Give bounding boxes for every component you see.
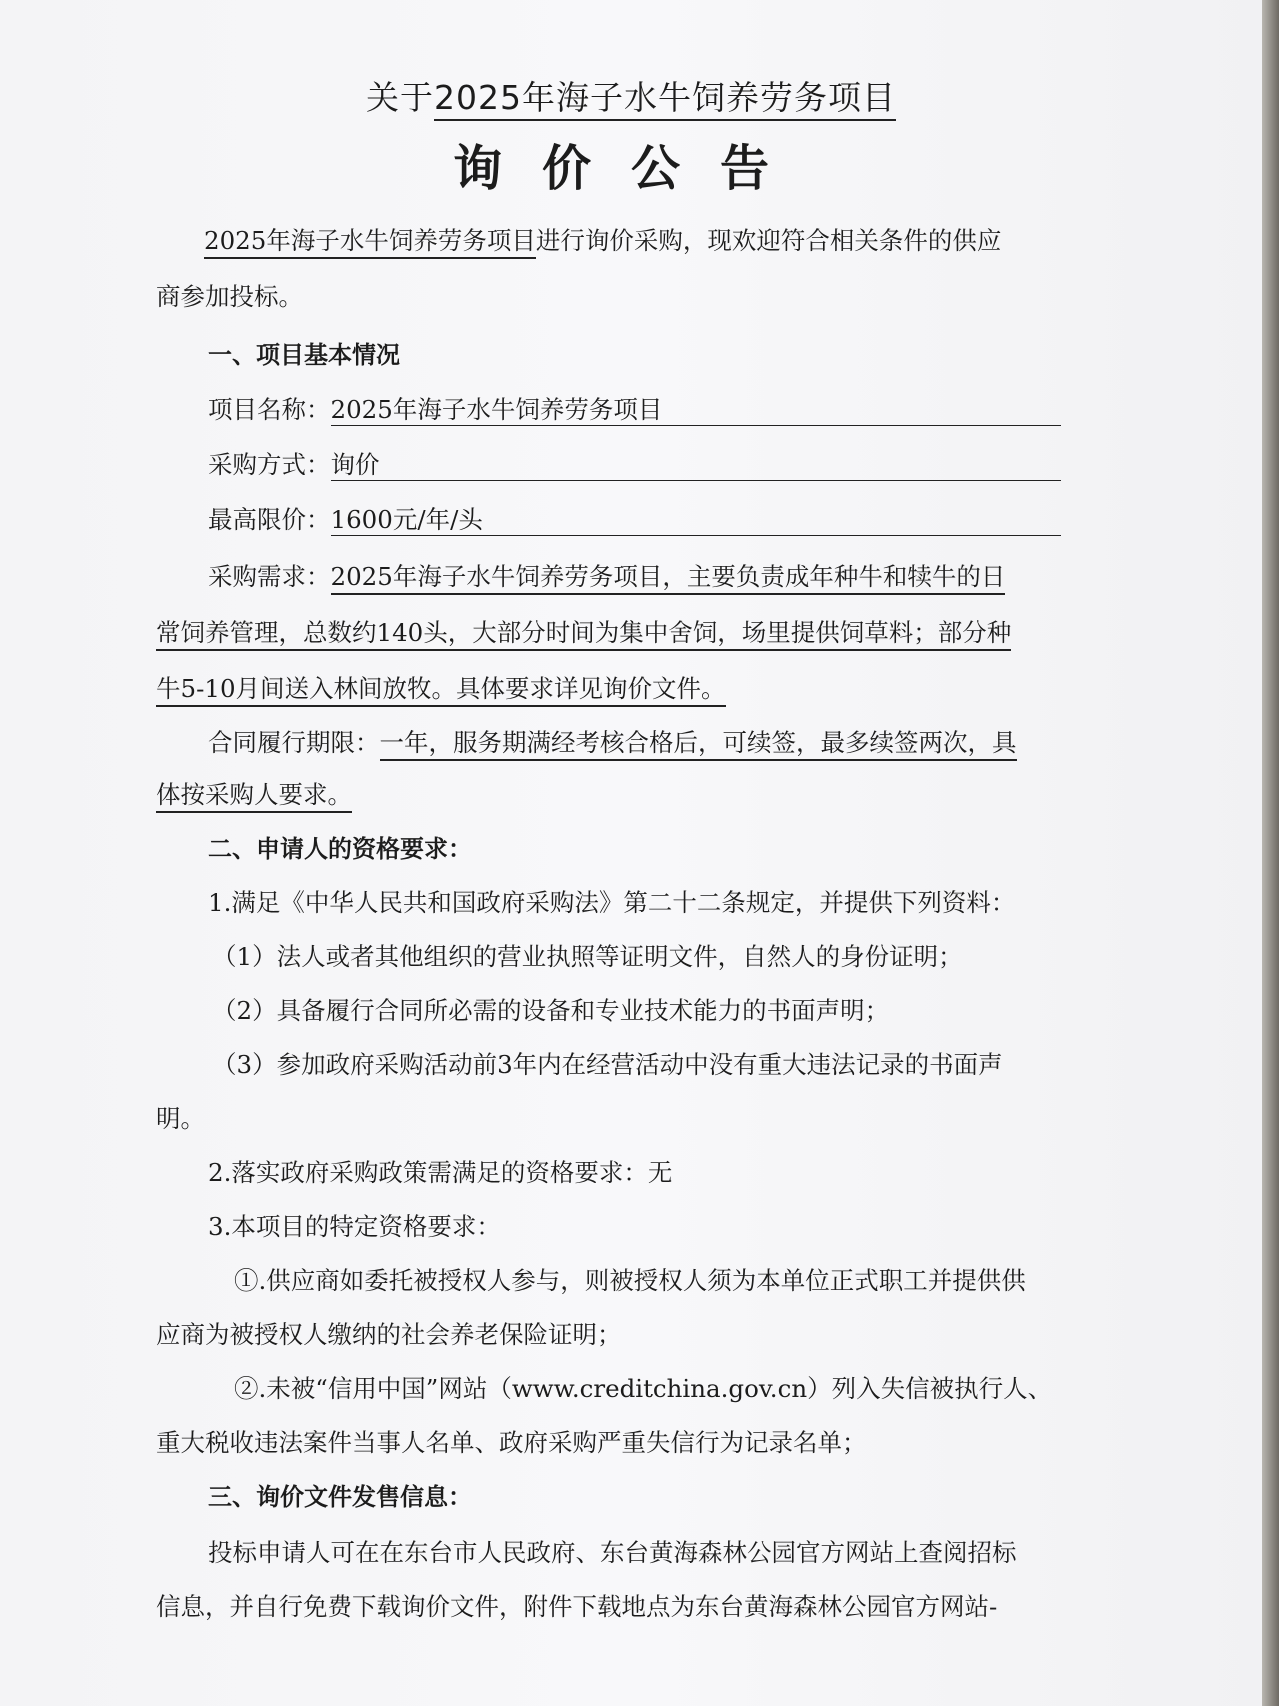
intro-line-2: 商参加投标。 bbox=[156, 282, 303, 311]
max-price-row: 最高限价：1600元/年/头 bbox=[208, 505, 1061, 536]
contract-term-text-2: 体按采购人要求。 bbox=[156, 780, 352, 813]
specific-req-2-line-1: ②.未被“信用中国”网站（www.creditchina.gov.cn）列入失信被执行人、 bbox=[234, 1374, 1053, 1403]
specific-req-2-line-2: 重大税收违法案件当事人名单、政府采购严重失信行为记录名单； bbox=[156, 1428, 867, 1457]
specific-req-1-line-1: ①.供应商如委托被授权人参与，则被授权人须为本单位正式职工并提供供 bbox=[234, 1266, 1026, 1295]
contract-term-row-1: 合同履行期限：一年，服务期满经考核合格后，可续签，最多续签两次，具 bbox=[208, 728, 1017, 758]
procurement-method-row: 采购方式：询价 bbox=[208, 450, 1061, 481]
qualification-item-3: 3.本项目的特定资格要求： bbox=[208, 1212, 501, 1241]
page-edge-shadow bbox=[1262, 0, 1279, 1706]
section-1-heading: 一、项目基本情况 bbox=[208, 341, 400, 369]
qualification-item-1: 1.满足《中华人民共和国政府采购法》第二十二条规定，并提供下列资料： bbox=[208, 888, 1016, 917]
section-3-heading: 三、询价文件发售信息： bbox=[208, 1483, 472, 1511]
announcement-title: 询价公告 bbox=[452, 140, 809, 197]
project-name-value: 2025年海子水牛饲养劳务项目 bbox=[331, 395, 1061, 426]
contract-term-text-1: 一年，服务期满经考核合格后，可续签，最多续签两次，具 bbox=[380, 728, 1017, 761]
qualification-sub-3-line-2: 明。 bbox=[156, 1104, 205, 1133]
demand-text-3: 牛5-10月间送入林间放牧。具体要求详见询价文件。 bbox=[156, 674, 726, 707]
intro-project-ref: 2025年海子水牛饲养劳务项目 bbox=[204, 226, 536, 259]
qualification-sub-3-line-1: （3）参加政府采购活动前3年内在经营活动中没有重大违法记录的书面声 bbox=[212, 1050, 1003, 1079]
sale-info-line-1: 投标申请人可在在东台市人民政府、东台黄海森林公园官方网站上查阅招标 bbox=[208, 1538, 1017, 1567]
demand-text-2: 常饲养管理，总数约140头，大部分时间为集中舍饲，场里提供饲草料；部分种 bbox=[156, 618, 1011, 651]
title-project-name: 2025年海子水牛饲养劳务项目 bbox=[434, 78, 896, 121]
title-prefix: 关于 bbox=[366, 78, 434, 117]
qualification-sub-2: （2）具备履行合同所必需的设备和专业技术能力的书面声明； bbox=[212, 996, 890, 1025]
qualification-sub-1: （1）法人或者其他组织的营业执照等证明文件，自然人的身份证明； bbox=[212, 942, 963, 971]
demand-row-1: 采购需求：2025年海子水牛饲养劳务项目，主要负责成年种牛和犊牛的日 bbox=[208, 562, 1005, 592]
contract-term-row-2 bbox=[156, 780, 352, 810]
project-name-row: 项目名称：2025年海子水牛饲养劳务项目 bbox=[208, 395, 1061, 426]
demand-text-1: 2025年海子水牛饲养劳务项目，主要负责成年种牛和犊牛的日 bbox=[331, 562, 1006, 595]
procurement-method-value: 询价 bbox=[331, 450, 1061, 481]
max-price-value: 1600元/年/头 bbox=[331, 505, 1061, 536]
sale-info-line-2: 信息，并自行免费下载询价文件，附件下载地点为东台黄海森林公园官方网站- bbox=[156, 1592, 998, 1621]
intro-line-1: 2025年海子水牛饲养劳务项目进行询价采购，现欢迎符合相关条件的供应 bbox=[204, 226, 1001, 256]
qualification-item-2: 2.落实政府采购政策需满足的资格要求：无 bbox=[208, 1158, 673, 1187]
announcement-subtitle bbox=[0, 72, 1262, 119]
specific-req-1-line-2: 应商为被授权人缴纳的社会养老保险证明； bbox=[156, 1320, 622, 1349]
demand-row-2 bbox=[156, 618, 1011, 648]
section-2-heading: 二、申请人的资格要求： bbox=[208, 835, 472, 863]
demand-row-3 bbox=[156, 674, 726, 704]
